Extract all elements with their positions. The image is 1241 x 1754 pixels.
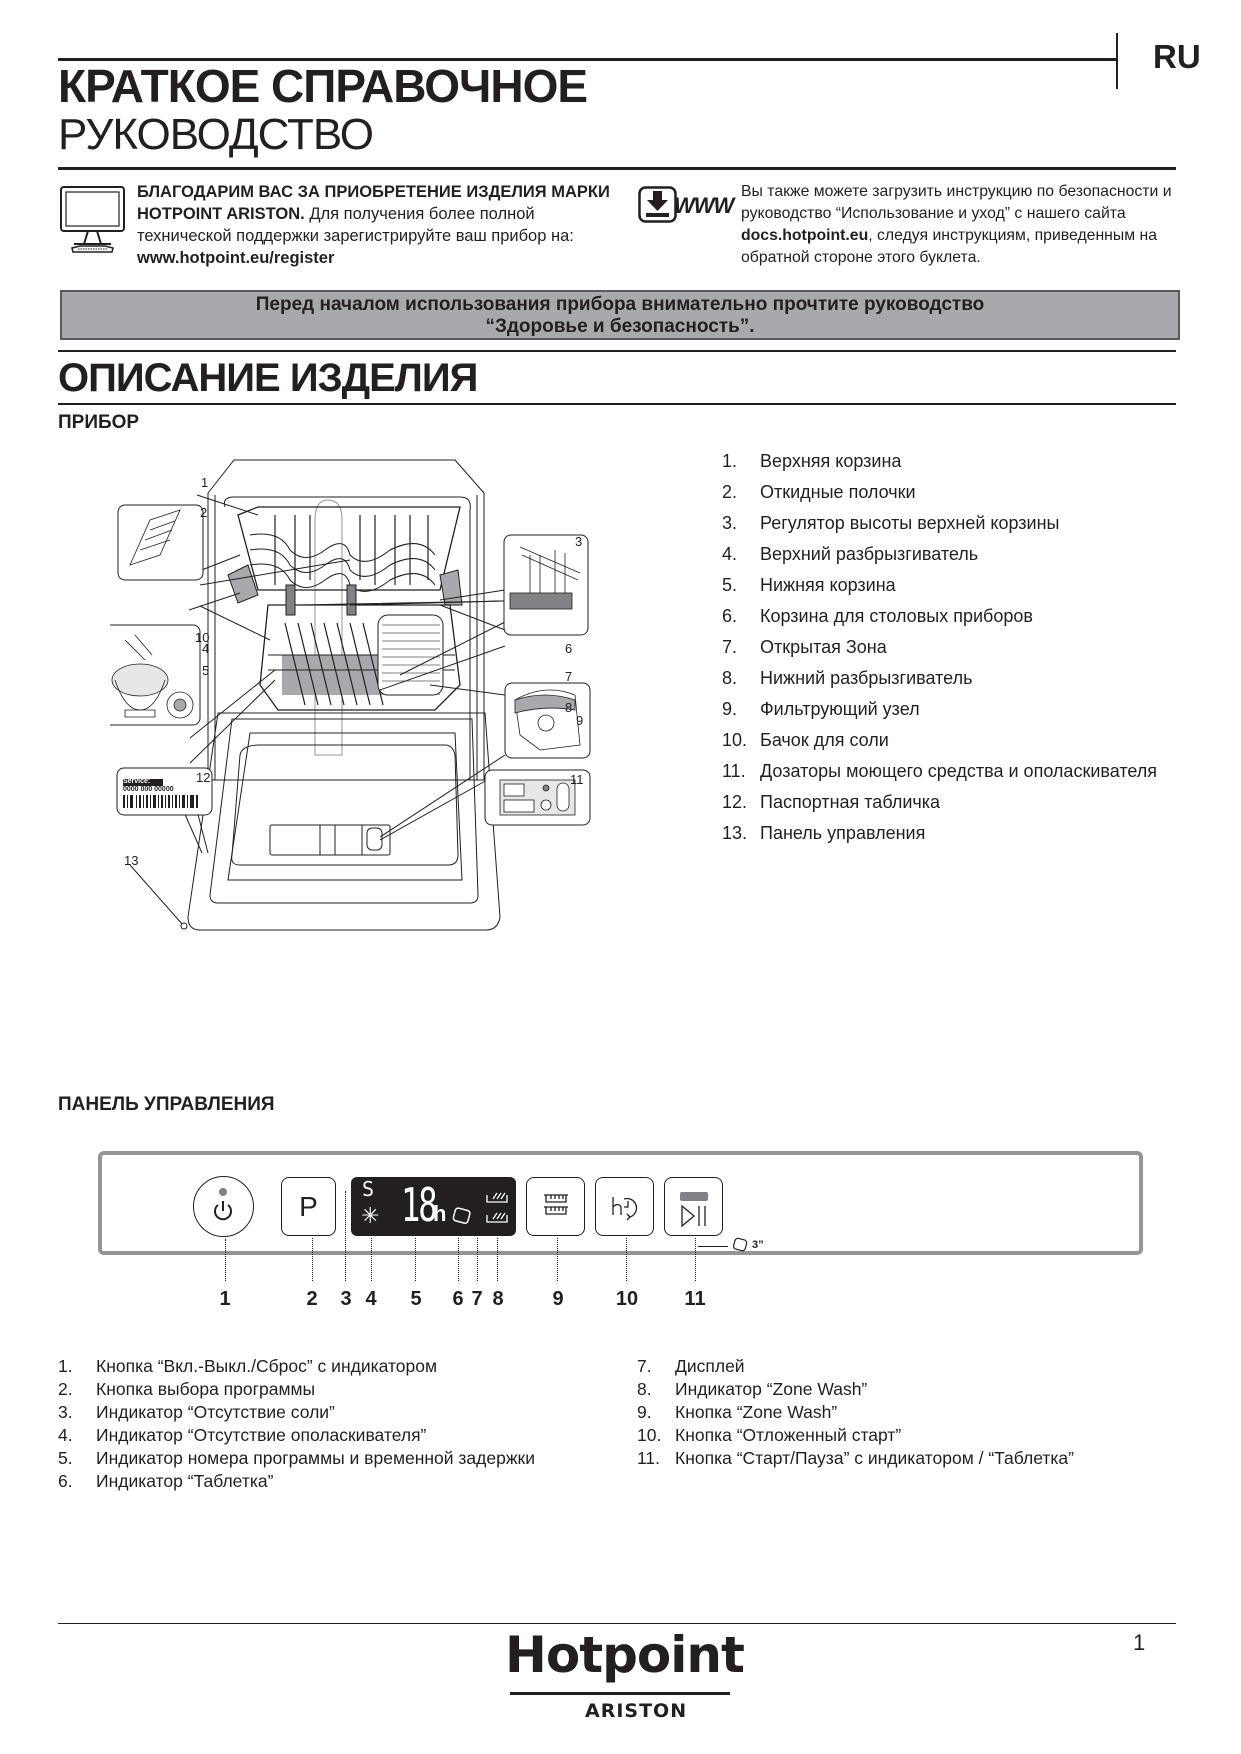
leader-11 <box>695 1238 696 1281</box>
part-list-item-label: Корзина для столовых приборов <box>760 606 1033 626</box>
control-list-item-number: 2. <box>58 1379 73 1399</box>
diagram-callout-1: 1 <box>201 475 209 490</box>
panel-callout-2: 2 <box>306 1288 318 1310</box>
download-www-icon <box>638 186 734 226</box>
warning-line-2: “Здоровье и безопасность”. <box>485 316 755 337</box>
part-list-item-number: 5. <box>722 575 738 595</box>
part-list-item-number: 12. <box>722 792 748 812</box>
part-list-item <box>722 697 1172 721</box>
part-list-item-number: 9. <box>722 699 738 719</box>
control-list-item <box>637 1378 1217 1401</box>
part-list-item-label: Фильтрующий узел <box>760 699 920 719</box>
panel-callout-7: 7 <box>471 1288 483 1310</box>
tablet-hint-icon <box>731 1237 749 1253</box>
leader-3 <box>345 1191 346 1281</box>
control-list-item <box>58 1378 638 1401</box>
panel-callout-10: 10 <box>615 1288 639 1310</box>
www-text: WWW <box>674 193 734 218</box>
control-list-item <box>58 1470 638 1493</box>
part-list-item <box>722 480 1172 504</box>
leader-9 <box>557 1238 558 1281</box>
diagram-callout-3: 3 <box>575 534 583 549</box>
leader-7 <box>477 1238 478 1281</box>
control-list-item-number: 11. <box>637 1448 661 1468</box>
part-list-item-number: 6. <box>722 606 738 626</box>
part-list-item-number: 7. <box>722 637 738 657</box>
diagram-callout-9: 9 <box>576 713 584 728</box>
control-list-item <box>637 1424 1217 1447</box>
page-number: 1 <box>1133 1630 1146 1655</box>
leader-5 <box>415 1238 416 1281</box>
part-list-item <box>722 604 1172 628</box>
program-button-label: P <box>299 1191 318 1222</box>
diagram-callout-8: 8 <box>565 700 573 715</box>
part-list-item <box>722 759 1172 783</box>
display <box>351 1177 516 1236</box>
control-list-item-number: 6. <box>58 1471 73 1491</box>
program-button[interactable] <box>281 1177 336 1236</box>
part-list-item <box>722 790 1172 814</box>
header-bottom-rule <box>58 167 1176 170</box>
panel-callout-6: 6 <box>452 1288 464 1310</box>
download-note <box>741 181 1181 269</box>
part-list-item-number: 3. <box>722 513 738 533</box>
control-list-item-number: 5. <box>58 1448 73 1468</box>
leader-10 <box>626 1238 627 1281</box>
control-list-item-label: Индикатор номера программы и временной задержки <box>96 1448 535 1468</box>
tablet-indicator-icon <box>451 1207 473 1227</box>
part-list-item-label: Бачок для соли <box>760 730 889 750</box>
play-pause-icon <box>680 1205 710 1227</box>
diagram-callout-11: 11 <box>570 772 584 787</box>
zone-wash-indicator-icon <box>485 1187 509 1229</box>
logo-underline <box>510 1692 730 1695</box>
registration-text: Для получения более полной технической поддержки зарегистрируйте ваш прибор на: <box>137 205 574 245</box>
control-list-item <box>637 1401 1217 1424</box>
tablet-hold-time: 3” <box>752 1239 764 1251</box>
part-list-item-label: Регулятор высоты верхней корзины <box>760 513 1060 533</box>
diagram-callout-7: 7 <box>565 669 573 684</box>
part-list-item-label: Откидные полочки <box>760 482 916 502</box>
part-list-item-label: Нижняя корзина <box>760 575 896 595</box>
diagram-callout-6: 6 <box>565 641 573 656</box>
control-list-item-number: 9. <box>637 1402 652 1422</box>
footer-rule <box>58 1623 1176 1624</box>
rating-plate-number: 0000 000 00000 <box>123 786 174 793</box>
diagram-callout-13: 13 <box>124 853 139 868</box>
control-list-item <box>58 1401 638 1424</box>
control-list-item-label: Индикатор “Отсутствие соли” <box>96 1402 335 1422</box>
part-list-item <box>722 666 1172 690</box>
leader-8 <box>497 1238 498 1281</box>
download-text-1: Вы также можете загрузить инструкцию по безопасности и руководство “Использование и уход” с нашего сайта <box>741 183 1172 222</box>
control-list-item-label: Кнопка “Вкл.-Выкл./Сброс” с индикатором <box>96 1356 438 1376</box>
part-list-item-number: 8. <box>722 668 738 688</box>
rinse-aid-indicator-icon: ✳ <box>361 1203 380 1228</box>
brand-logo: Hotpoint <box>505 1626 744 1684</box>
part-list-item-number: 11. <box>722 761 746 781</box>
part-list-item-label: Дозаторы моющего средства и ополаскивателя <box>760 761 1158 781</box>
control-list-item <box>58 1447 638 1470</box>
start-pause-button[interactable] <box>664 1177 723 1236</box>
start-pause-indicator-led <box>680 1192 708 1201</box>
section-top-rule <box>58 350 1176 352</box>
control-list-item <box>58 1355 638 1378</box>
part-list-item <box>722 542 1172 566</box>
brand-sub-logo: ARISTON <box>585 1700 688 1722</box>
control-list-item-label: Кнопка “Отложенный старт” <box>675 1425 902 1445</box>
panel-callout-3: 3 <box>340 1288 352 1310</box>
thanks-text: БЛАГОДАРИМ ВАС ЗА ПРИОБРЕТЕНИЕ ИЗДЕЛИЯ МАРКИ HOTPOINT ARISTON. <box>137 183 610 223</box>
hours-unit: h <box>433 1201 447 1226</box>
zone-wash-icon <box>542 1193 570 1219</box>
control-list-item-number: 10. <box>637 1425 662 1445</box>
dishwasher-diagram <box>110 455 600 1065</box>
leader-4 <box>371 1238 372 1281</box>
part-list-item <box>722 573 1172 597</box>
control-list-item-number: 8. <box>637 1379 652 1399</box>
panel-callout-11: 11 <box>684 1288 706 1310</box>
part-list-item-label: Верхняя корзина <box>760 451 902 471</box>
language-tag: RU <box>1153 38 1201 75</box>
control-list-item <box>637 1355 1217 1378</box>
panel-callout-4: 4 <box>365 1288 377 1310</box>
panel-callout-5: 5 <box>410 1288 422 1310</box>
lang-tab-divider <box>1116 33 1118 89</box>
part-list-item-label: Панель управления <box>760 823 926 843</box>
diagram-callout-12: 12 <box>196 770 211 785</box>
document-subtitle: РУКОВОДСТВО <box>58 110 373 159</box>
part-list-item <box>722 728 1172 752</box>
part-list-item-number: 1. <box>722 451 738 471</box>
part-list-item-label: Верхний разбрызгиватель <box>760 544 979 564</box>
leader-2 <box>312 1238 313 1281</box>
part-list-item-label: Открытая Зона <box>760 637 887 657</box>
parts-list <box>722 449 1172 852</box>
document-title: КРАТКОЕ СПРАВОЧНОЕ <box>58 60 588 112</box>
registration-note <box>137 181 617 269</box>
part-list-item <box>722 635 1172 659</box>
zone-wash-button[interactable] <box>526 1177 585 1236</box>
appliance-heading: ПРИБОР <box>58 412 140 433</box>
control-list-item-label: Индикатор “Отсутствие ополаскивателя” <box>96 1425 427 1445</box>
part-list-item-number: 10. <box>722 730 748 750</box>
part-list-item-number: 13. <box>722 823 748 843</box>
control-list-item-label: Кнопка “Старт/Пауза” с индикатором / “Таблетка” <box>675 1448 1074 1468</box>
registration-link[interactable]: www.hotpoint.eu/register <box>137 249 335 267</box>
product-description-title: ОПИСАНИЕ ИЗДЕЛИЯ <box>58 356 478 400</box>
program-delay-digits: 18 <box>401 1178 436 1232</box>
warning-line-1: Перед началом использования прибора внимательно прочтите руководство <box>255 294 985 315</box>
control-list-item <box>58 1424 638 1447</box>
control-list-item-number: 3. <box>58 1402 73 1422</box>
docs-link[interactable]: docs.hotpoint.eu <box>741 227 869 244</box>
part-list-item <box>722 511 1172 535</box>
power-indicator-led <box>219 1188 227 1196</box>
part-list-item-label: Паспортная табличка <box>760 792 941 812</box>
control-list-item <box>637 1447 1217 1470</box>
control-list-item-number: 1. <box>58 1356 73 1376</box>
rating-plate-service-label: Service: <box>123 778 151 785</box>
section-bottom-rule <box>58 403 1176 405</box>
control-list-item-label: Кнопка “Zone Wash” <box>675 1402 838 1422</box>
leader-1 <box>225 1239 226 1281</box>
safety-warning-banner <box>60 290 1180 340</box>
part-list-item <box>722 821 1172 845</box>
control-list-item-label: Индикатор “Таблетка” <box>96 1471 274 1491</box>
delay-start-button[interactable] <box>595 1177 654 1236</box>
tablet-hint-leader <box>698 1246 728 1247</box>
control-list-item-number: 4. <box>58 1425 73 1445</box>
control-list-item-number: 7. <box>637 1356 652 1376</box>
part-list-item-number: 2. <box>722 482 738 502</box>
panel-callout-9: 9 <box>552 1288 564 1310</box>
control-list-item-label: Кнопка выбора программы <box>96 1379 316 1399</box>
diagram-callout-5: 5 <box>202 663 210 678</box>
leader-6 <box>458 1238 459 1281</box>
part-list-item-number: 4. <box>722 544 738 564</box>
control-list-item-label: Дисплей <box>675 1356 745 1376</box>
diagram-callout-4: 4 <box>202 641 210 656</box>
panel-callout-8: 8 <box>492 1288 504 1310</box>
delay-start-icon <box>610 1193 640 1221</box>
power-icon <box>211 1199 235 1223</box>
panel-callout-1: 1 <box>219 1288 231 1310</box>
part-list-item-label: Нижний разбрызгиватель <box>760 668 973 688</box>
control-list-left <box>58 1355 638 1493</box>
diagram-callout-2: 2 <box>200 505 208 520</box>
power-button[interactable] <box>193 1176 254 1237</box>
computer-monitor-icon <box>60 186 125 254</box>
download-text-2: , следуя инструкциям, приведенным на обратной стороне этого буклета. <box>741 227 1158 266</box>
part-list-item <box>722 449 1172 473</box>
control-list-right <box>637 1355 1217 1470</box>
control-list-item-label: Индикатор “Zone Wash” <box>675 1379 868 1399</box>
diagram-callout-10: 10 <box>195 630 210 645</box>
salt-indicator: S <box>362 1177 375 1201</box>
control-panel-heading: ПАНЕЛЬ УПРАВЛЕНИЯ <box>58 1094 275 1115</box>
